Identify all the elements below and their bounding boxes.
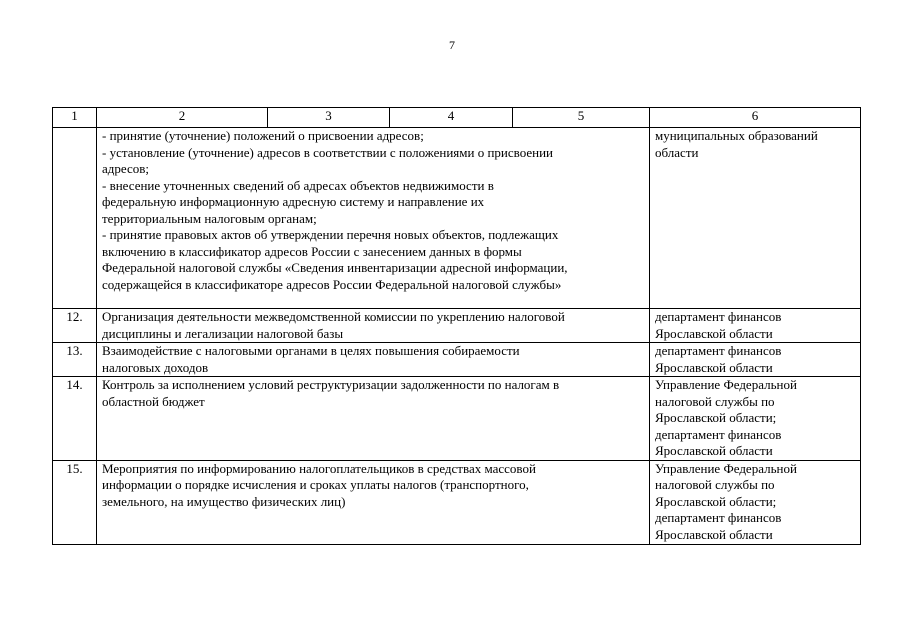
row-number: 14. [53, 377, 97, 461]
row-number: 15. [53, 460, 97, 544]
row-number [53, 128, 97, 309]
responsible-line: Ярославской области [655, 359, 773, 375]
responsible-line: Ярославской области [655, 325, 773, 341]
responsible-line: области [655, 144, 699, 160]
responsible-party [650, 377, 861, 461]
measure-text-line: федеральную информационную адресную систему и направление их [102, 194, 485, 209]
measure-text-line: Организация деятельности межведомственной комиссии по укреплению налоговой [102, 309, 565, 324]
responsible-line: департамент финансов [655, 343, 782, 358]
responsible-line: налоговой службы по [655, 477, 775, 492]
measure-text-line: налоговых доходов [102, 359, 209, 375]
measure-text-line: земельного, на имущество физических лиц) [102, 493, 346, 509]
measure-text-line: содержащейся в классификаторе адресов России Федеральной налоговой службы» [102, 276, 562, 292]
measure-text-line: - внесение уточненных сведений об адресах объектов недвижимости в [102, 177, 494, 193]
responsible-line: департамент финансов [655, 510, 782, 525]
column-header-3: 3 [268, 108, 390, 128]
responsible-line: департамент финансов [655, 309, 782, 324]
row-number: 13. [53, 343, 97, 377]
measure-text-line: - принятие (уточнение) положений о присвоении адресов; [102, 128, 424, 143]
measure-text-line: территориальным налоговым органам; [102, 210, 317, 226]
responsible-party [650, 343, 861, 377]
responsible-line: Ярославской области; [655, 410, 777, 425]
column-header-4: 4 [390, 108, 513, 128]
measure-text [97, 377, 650, 461]
measure-text-line: областной бюджет [102, 393, 205, 409]
table-row [53, 128, 861, 309]
measure-text-line: адресов; [102, 161, 149, 176]
measure-text-line: включению в классификатор адресов России с занесением данных в формы [102, 243, 522, 259]
page-number: 7 [449, 38, 455, 52]
measure-text-line: - принятие правовых актов об утверждении перечня новых объектов, подлежащих [102, 227, 559, 242]
measure-text [97, 309, 650, 343]
table-row [53, 309, 861, 343]
measure-text-line: дисциплины и легализации налоговой базы [102, 325, 344, 341]
responsible-line: Ярославской области; [655, 493, 777, 509]
responsible-line: Управление Федеральной [655, 460, 797, 476]
responsible-line: департамент финансов [655, 426, 782, 442]
responsible-line: налоговой службы по [655, 393, 775, 409]
table-row [53, 460, 861, 544]
measure-text-line: информации о порядке исчисления и сроках уплаты налогов (транспортного, [102, 477, 529, 492]
measure-text-line: Мероприятия по информированию налогоплательщиков в средствах массовой [102, 460, 536, 476]
column-header-5: 5 [513, 108, 650, 128]
responsible-line: муниципальных образований [655, 128, 818, 143]
responsible-line: Ярославской области [655, 526, 773, 542]
column-header-1: 1 [53, 108, 97, 128]
measure-text [97, 460, 650, 544]
measure-text [97, 343, 650, 377]
table-row [53, 377, 861, 461]
table-row [53, 343, 861, 377]
measure-text [97, 128, 650, 309]
measure-text-line: - установление (уточнение) адресов в соответствии с положениями о присвоении [102, 144, 553, 160]
measure-text-line: Федеральной налоговой службы «Сведения инвентаризации адресной информации, [102, 260, 568, 275]
measure-text-line: Взаимодействие с налоговыми органами в целях повышения собираемости [102, 343, 520, 358]
responsible-party [650, 460, 861, 544]
responsible-line: Ярославской области [655, 443, 773, 458]
column-header-6: 6 [650, 108, 861, 128]
responsible-party [650, 309, 861, 343]
table-header-row [53, 108, 861, 128]
measures-table [52, 107, 861, 545]
responsible-line: Управление Федеральной [655, 377, 797, 392]
measure-text-line: Контроль за исполнением условий реструктуризации задолженности по налогам в [102, 377, 560, 392]
responsible-party [650, 128, 861, 309]
column-header-2: 2 [97, 108, 268, 128]
row-number: 12. [53, 309, 97, 343]
